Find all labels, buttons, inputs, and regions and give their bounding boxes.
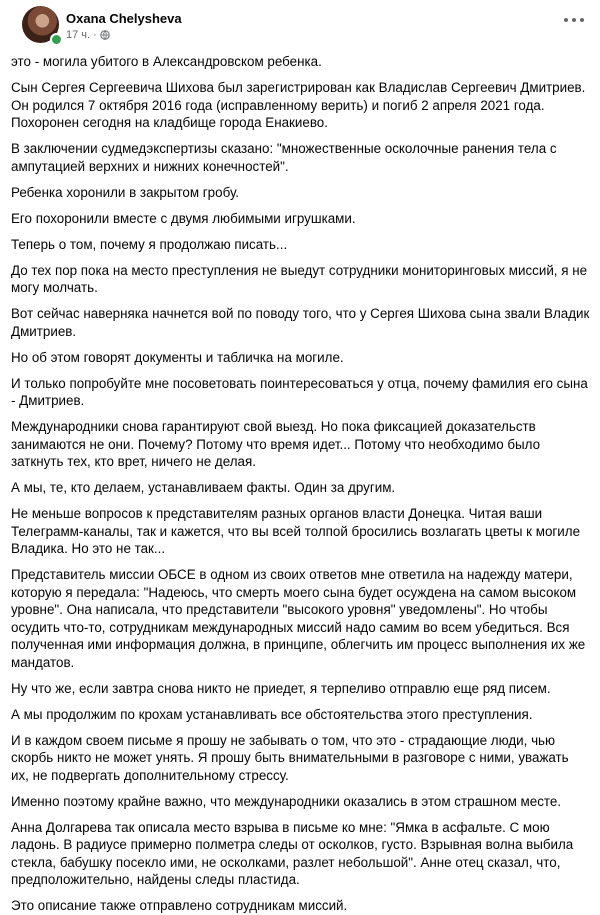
post-paragraph: Ну что же, если завтра снова никто не приедет, я терпеливо отправлю еще ряд писем. (11, 680, 551, 696)
post-paragraph: Именно поэтому крайне важно, что международники оказались в этом страшном месте. (11, 793, 562, 809)
post-paragraph: Анна Долгарева так описала место взрыва в письме ко мне: "Ямка в асфальте. С мою ладонь. В радиусе примерно полметра следы от осколков, густо. Взрывная волна выбила стекла, бабушку посекло ими, не осколками, разлет небольшой". Анне отец сказал, что, предположительно, найдены следы пластида. (11, 819, 574, 887)
globe-icon (100, 30, 110, 40)
post-paragraph: Сын Сергея Сергеевича Шихова был зарегистрирован как Владислав Сергеевич Дмитриев. Он родился 7 октября 2016 года (исправленному верить) и погиб 2 апреля 2021 года. Похоронен сегодня на кладбище города Енакиево. (11, 80, 586, 130)
post-paragraph: А мы, те, кто делаем, устанавливаем факты. Один за другим. (11, 480, 396, 495)
post-paragraph: Представитель миссии ОБСЕ в одном из своих ответов мне ответила на надежду матери, которую я передала: "Надеюсь, что смерть моего сына будет осуждена на самом высоком уровне". Она написала, что представители "высокого уровня" уведомлены". Но чтобы осудить что-то, сотрудникам международных миссий надо самим во всем убедиться. Вся полученная ими информация должна, в принципе, облегчить им процесс выполнения их же мандатов. (11, 567, 586, 670)
post-paragraph: А мы продолжим по крохам устанавливать все обстоятельства этого преступления. (11, 706, 533, 722)
post-paragraph: Не меньше вопросов к представителям разных органов власти Донецка. Читая ваши Телеграмм-каналы, так и кажется, что вы всей толпой бросились возлагать цветы к могиле Владика. Но это не так... (11, 506, 581, 556)
post-paragraph: В заключении судмедэкспертизы сказано: "множественные осколочные ранения тела с ампутацией верхних и нижних конечностей". (11, 141, 557, 174)
post-header (11, 0, 590, 46)
post-paragraph: Его похоронили вместе с двумя любимыми игрушками. (11, 210, 356, 226)
post-paragraph: И только попробуйте мне посоветовать поинтересоваться у отца, почему фамилия его сына - Дмитриев. (11, 375, 588, 408)
post-paragraph: это - могила убитого в Александровском ребенка. (11, 54, 322, 69)
post-paragraph: Но об этом говорят документы и табличка на могиле. (11, 349, 344, 365)
post-meta (66, 29, 110, 41)
post-paragraph: До тех пор пока на место преступления не выедут сотрудники мониторинговых миссий, я не могу молчать. (11, 262, 588, 295)
post-paragraph: И в каждом своем письме я прошу не забывать о том, что это - страдающие люди, чью скорбь никто не может унять. Я прошу быть внимательными в разговоре с ними, уважать их, не подвергать дополнительному стрессу. (11, 732, 569, 783)
online-status-icon (50, 33, 63, 46)
post-body (11, 53, 590, 915)
post-paragraph: Теперь о том, почему я продолжаю писать... (11, 236, 288, 252)
post-paragraph: Вот сейчас наверняка начнется вой по поводу того, что у Сергея Шихова сына звали Владик Дмитриев. (11, 306, 590, 339)
post-paragraph: Международники снова гарантируют свой выезд. Но пока фиксацией доказательств занимаются не они. Почему? Потому что время идет... Потому что необходимо было заткнуть тех, кто врет, ничего не делая. (11, 419, 541, 469)
post-time[interactable]: 17 ч. (66, 29, 91, 41)
post-paragraph: Это описание также отправлено сотрудникам миссий. (11, 898, 348, 913)
author-name[interactable]: Oxana Chelysheva (66, 11, 182, 26)
more-options-icon[interactable] (564, 14, 584, 26)
meta-separator: · (93, 29, 97, 41)
post-paragraph: Ребенка хоронили в закрытом гробу. (11, 184, 240, 200)
